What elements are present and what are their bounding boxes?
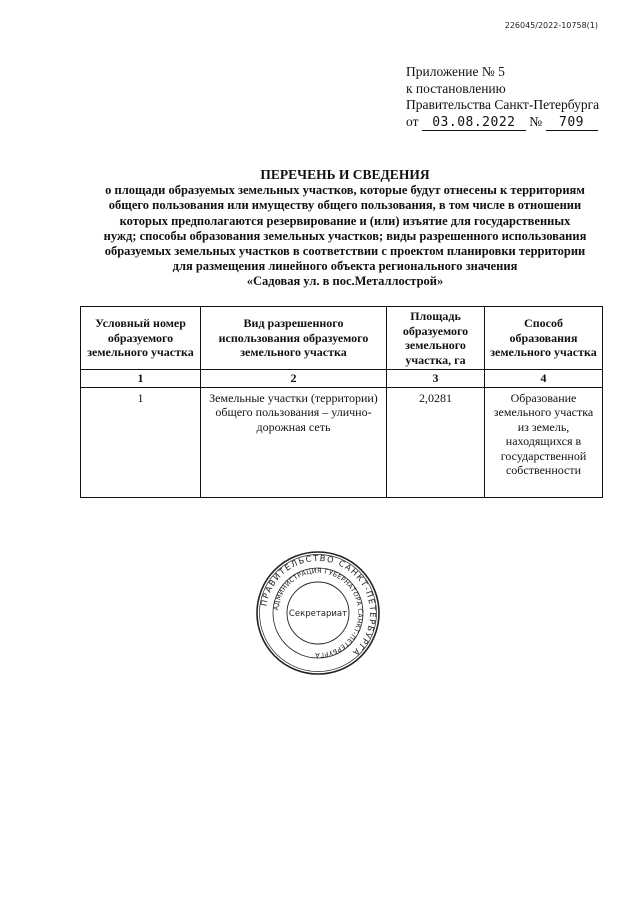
title-line: общего пользования или имуществу общего пользования, в том числе в отношении <box>108 198 582 213</box>
stamp-outer-text: ПРАВИТЕЛЬСТВО САНКТ-ПЕТЕРБУРГА <box>258 552 379 659</box>
parcels-table <box>80 306 603 498</box>
title-line: нужд; способы образования земельных участков; виды разрешенного использования <box>103 228 587 243</box>
appendix-line-2: к постановлению <box>406 80 506 96</box>
decree-number: 709 <box>546 116 598 131</box>
title-line: которых предполагаются резервирование и (или) изъятие для государственных <box>119 213 571 228</box>
column-number: 3 <box>387 370 485 388</box>
header-formation-method: Способ образования земельного участка <box>485 307 603 370</box>
title-heading: ПЕРЕЧЕНЬ И СВЕДЕНИЯ <box>260 167 430 182</box>
document-id: 226045/2022-10758(1) <box>504 21 598 30</box>
cell-area: 2,0281 <box>387 387 485 497</box>
cell-parcel-number: 1 <box>81 387 201 497</box>
number-label: № <box>529 113 543 129</box>
table-row <box>81 387 603 497</box>
stamp-inner-text: АДМИНИСТРАЦИЯ ГУБЕРНАТОРА САНКТ-ПЕТЕРБУРГА <box>272 566 365 660</box>
title-line: образуемых земельных участков в соответствии с проектом планировки территории <box>104 244 586 259</box>
cell-permitted-use: Земельные участки (территории) общего пользования – улично-дорожная сеть <box>201 387 387 497</box>
document-title <box>80 167 610 290</box>
header-area: Площадь образуемого земельного участка, га <box>387 307 485 370</box>
appendix-block <box>406 64 606 131</box>
appendix-date-line <box>406 114 606 131</box>
appendix-line-3: Правительства Санкт-Петербурга <box>406 97 600 112</box>
header-parcel-number: Условный номер образуемого земельного участка <box>81 307 201 370</box>
appendix-line-1: Приложение № 5 <box>406 64 505 79</box>
column-number: 1 <box>81 370 201 388</box>
title-line: о площади образуемых земельных участков, которые будут отнесены к территориям <box>105 183 585 198</box>
column-number-row <box>81 370 603 388</box>
header-permitted-use: Вид разрешенного использования образуемого земельного участка <box>201 307 387 370</box>
column-number: 4 <box>485 370 603 388</box>
column-number: 2 <box>201 370 387 388</box>
table-header-row <box>81 307 603 370</box>
title-line: «Садовая ул. в пос.Металлострой» <box>246 274 444 289</box>
from-label: от <box>406 113 419 129</box>
cell-formation-method: Образование земельного участка из земель, находящихся в государственной собственности <box>485 387 603 497</box>
stamp-center-text: Секретариат <box>288 609 348 619</box>
title-line: для размещения линейного объекта регионального значения <box>172 259 518 274</box>
official-stamp <box>255 550 381 676</box>
decree-date: 03.08.2022 <box>422 116 526 131</box>
